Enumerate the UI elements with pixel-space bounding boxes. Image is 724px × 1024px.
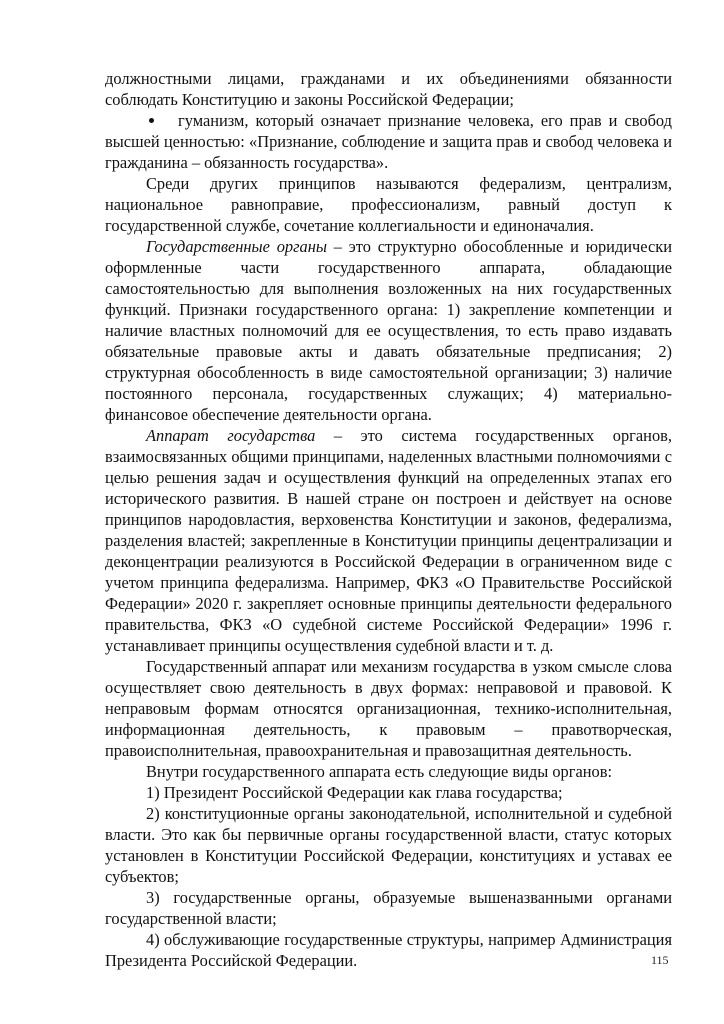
document-page xyxy=(105,68,672,971)
definition-state-apparatus: – это система государственных органов, взаимосвязанных общими принципами, наделенных властными полномочиями с целью решения задач и осуществления функций на определенных этапах его исторического развития. В нашей стране он построен и действует на основе принципов народовластия, верховенства Конституции и законов, федерализма, разделения властей; закрепленные в Конституции принципы децентрализации и деконцентрации реализуются в Российской Федерации в ограниченном виде с учетом принципа федерализма. Например, ФКЗ «О Правительстве Российской Федерации» 2020 г. закрепляет основные принципы деятельности федерального правительства, ФКЗ «О судебной системе Российской Федерации» 1996 г. устанавливает принципы осуществления судебной власти и т. д. xyxy=(105,426,672,655)
page-number: 115 xyxy=(651,953,669,967)
list-item: 4) обслуживающие государственные структуры, например Администрация Президента Российской Федерации. xyxy=(105,930,672,970)
list-item: 3) государственные органы, образуемые вышеназванными органами государственной власти; xyxy=(105,888,672,928)
term-state-apparatus: Аппарат государства xyxy=(146,426,316,445)
paragraph-state-organs xyxy=(105,236,672,425)
paragraph-inside-apparatus: Внутри государственного аппарата есть следующие виды органов: xyxy=(146,762,612,781)
list-item: 1) Президент Российской Федерации как глава государства; xyxy=(146,783,563,802)
paragraph-continuation: должностными лицами, гражданами и их объединениями обязанности соблюдать Конституцию и законы Российской Федерации; xyxy=(105,69,672,109)
bullet-text: гуманизм, который означает признание человека, его прав и свобод высшей ценностью: «Признание, соблюдение и защита прав и свобод человека и гражданина – обязанность государства». xyxy=(105,111,672,172)
paragraph-state-apparatus xyxy=(105,425,672,656)
term-state-organs: Государственные органы xyxy=(146,237,327,256)
definition-state-organs: – это структурно обособленные и юридически оформленные части государственного аппарата, обладающие самостоятельностью для выполнения возложенных на них государственных функций. Признаки государственного органа: 1) закрепление компетенции и наличие властных полномочий для ее осуществления, то есть право издавать обязательные правовые акты и давать обязательные предписания; 2) структурная обособленность в виде самостоятельной организации; 3) наличие постоянного персонала, государственных служащих; 4) материально-финансовое обеспечение деятельности органа. xyxy=(105,237,672,424)
list-item: 2) конституционные органы законодательной, исполнительной и судебной власти. Это как бы первичные органы государственной власти, статус которых установлен в Конституции Российской Федерации, конституциях и уставах ее субъектов; xyxy=(105,804,672,886)
bullet-item-humanism xyxy=(105,110,672,173)
paragraph-forms: Государственный аппарат или механизм государства в узком смысле слова осуществляет свою деятельность в двух формах: неправовой и правовой. К неправовым формам относятся организационная, технико-исполнительная, информационная деятельность, к правовым – правотворческая, правоисполнительная, правоохранительная и правозащитная деятельность. xyxy=(105,657,672,760)
bullet-icon xyxy=(149,118,154,123)
paragraph-principles: Среди других принципов называются федерализм, централизм, национальное равноправие, профессионализм, равный доступ к государственной службе, сочетание коллегиальности и единоначалия. xyxy=(105,174,672,235)
